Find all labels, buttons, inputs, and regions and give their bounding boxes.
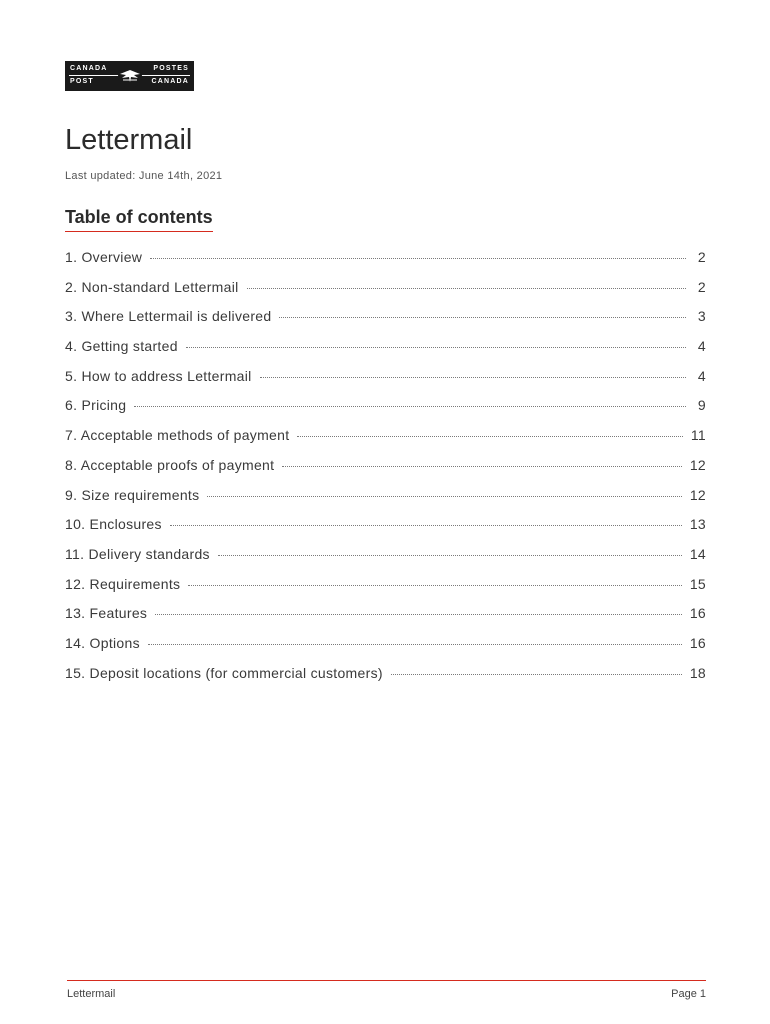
toc-leader-dots (282, 466, 682, 467)
toc-item-page: 15 (689, 575, 706, 592)
toc-item-label: 6. Pricing (65, 397, 127, 414)
toc-item-delivery-standards[interactable] (65, 546, 706, 576)
toc-leader-dots (391, 674, 682, 675)
eagle-emblem-icon (117, 63, 143, 89)
toc-item-proofs-of-payment[interactable] (65, 457, 706, 487)
toc-item-label: 7. Acceptable methods of payment (65, 427, 290, 444)
toc-item-label: 9. Size requirements (65, 486, 200, 503)
toc-item-page: 2 (697, 278, 706, 295)
toc-item-getting-started[interactable] (65, 338, 706, 368)
toc-leader-dots (297, 436, 682, 437)
footer-document-name: Lettermail (67, 988, 116, 1000)
toc-item-label: 10. Enclosures (65, 516, 162, 533)
toc-item-page: 16 (689, 605, 706, 622)
toc-item-label: 3. Where Lettermail is delivered (65, 308, 272, 325)
toc-leader-dots (155, 614, 682, 615)
toc-item-page: 2 (697, 249, 706, 265)
toc-item-how-to-address[interactable] (65, 368, 706, 398)
toc-item-page: 13 (689, 516, 706, 533)
toc-item-page: 16 (689, 634, 706, 651)
toc-item-page: 12 (689, 456, 706, 473)
toc-item-label: 14. Options (65, 634, 140, 651)
footer-page-number: Page 1 (671, 988, 706, 1000)
toc-leader-dots (279, 317, 686, 318)
logo-text-top-left: CANADA (70, 65, 108, 72)
toc-leader-dots (207, 496, 681, 497)
logo-text-top-right: POSTES (153, 65, 189, 72)
toc-item-requirements[interactable] (65, 576, 706, 606)
last-updated-date: Last updated: June 14th, 2021 (65, 170, 223, 182)
toc-item-label: 8. Acceptable proofs of payment (65, 456, 275, 473)
toc-item-where-delivered[interactable] (65, 308, 706, 338)
table-of-contents (65, 249, 706, 694)
toc-item-label: 2. Non-standard Lettermail (65, 278, 239, 295)
toc-item-page: 9 (697, 397, 706, 414)
toc-item-label: 1. Overview (65, 249, 143, 265)
toc-item-page: 18 (689, 664, 706, 681)
toc-item-pricing[interactable] (65, 397, 706, 427)
logo-text-bottom-left: POST (70, 78, 94, 85)
toc-heading: Table of contents (65, 205, 213, 232)
toc-item-enclosures[interactable] (65, 516, 706, 546)
toc-item-page: 14 (689, 545, 706, 562)
footer-divider (67, 980, 706, 981)
toc-leader-dots (148, 644, 682, 645)
toc-item-deposit-locations[interactable] (65, 665, 706, 695)
toc-leader-dots (188, 585, 682, 586)
toc-item-label: 12. Requirements (65, 575, 181, 592)
logo-text-bottom-right: CANADA (151, 78, 189, 85)
toc-item-page: 11 (690, 427, 706, 444)
toc-item-options[interactable] (65, 635, 706, 665)
toc-leader-dots (150, 258, 686, 259)
toc-item-label: 13. Features (65, 605, 148, 622)
toc-item-label: 4. Getting started (65, 338, 178, 355)
toc-leader-dots (247, 288, 686, 289)
toc-item-page: 3 (697, 308, 706, 325)
toc-leader-dots (260, 377, 686, 378)
toc-leader-dots (170, 525, 682, 526)
toc-item-label: 15. Deposit locations (for commercial customers) (65, 664, 383, 681)
toc-item-label: 11. Delivery standards (65, 545, 210, 562)
toc-item-overview[interactable] (65, 249, 706, 279)
toc-item-page: 12 (689, 486, 706, 503)
toc-item-non-standard-lettermail[interactable] (65, 279, 706, 309)
toc-item-page: 4 (697, 338, 706, 355)
toc-leader-dots (134, 406, 686, 407)
toc-item-label: 5. How to address Lettermail (65, 367, 252, 384)
page-title: Lettermail (65, 124, 193, 156)
toc-item-size-requirements[interactable] (65, 487, 706, 517)
canada-post-logo (65, 61, 194, 91)
toc-item-features[interactable] (65, 605, 706, 635)
toc-item-methods-of-payment[interactable] (65, 427, 706, 457)
toc-leader-dots (186, 347, 686, 348)
toc-leader-dots (218, 555, 682, 556)
toc-item-page: 4 (697, 367, 706, 384)
